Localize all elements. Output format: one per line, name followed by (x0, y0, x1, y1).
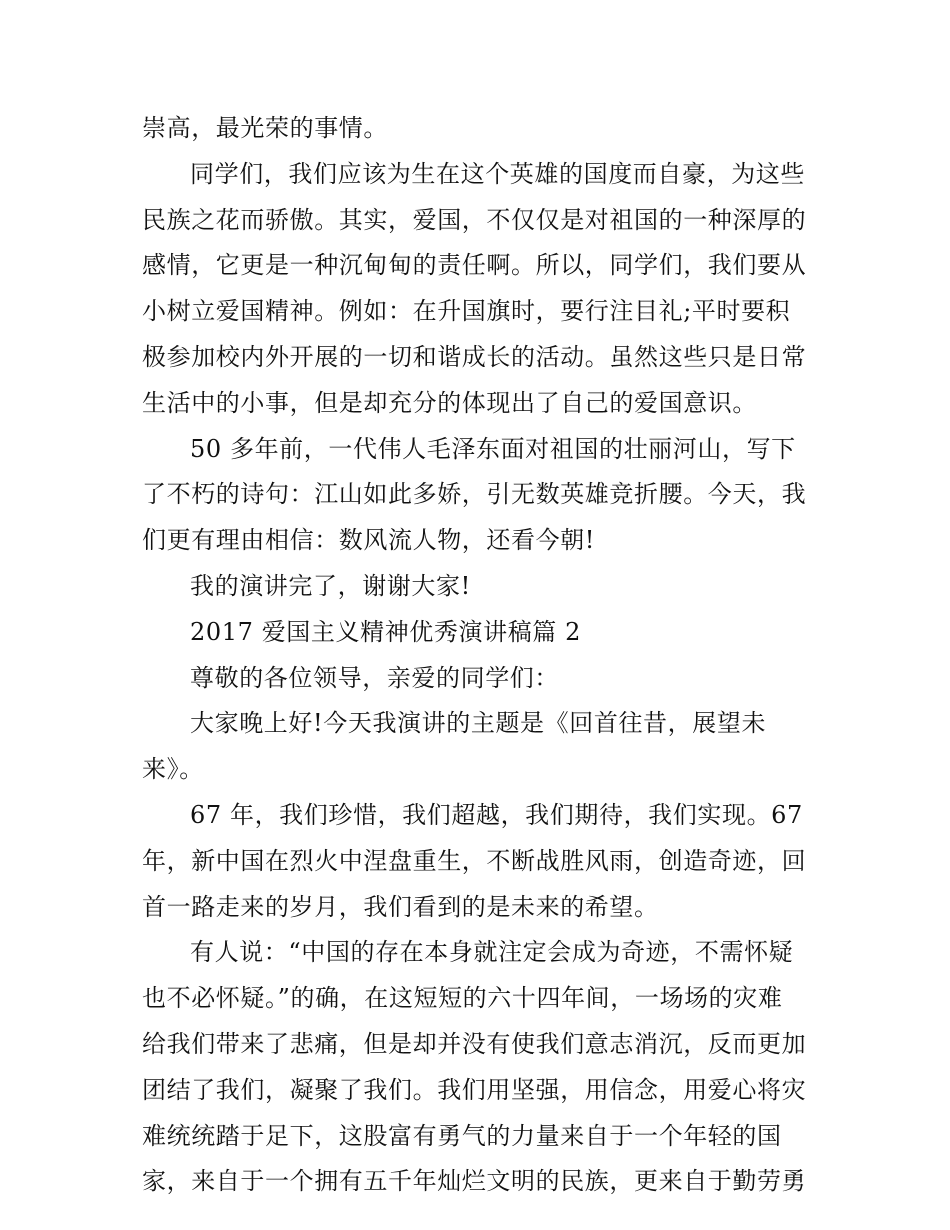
text-line: 尊敬的各位领导，亲爱的同学们： (190, 663, 559, 692)
text-line: 生活中的小事，但是却充分的体现出了自己的爱国意识。 (142, 388, 757, 417)
text-line: 来》。 (142, 755, 204, 784)
text-line: 感情，它更是一种沉甸甸的责任啊。所以，同学们，我们要从 (142, 251, 807, 280)
document-body (142, 106, 822, 1205)
text-line: 我的演讲完了，谢谢大家! (190, 571, 471, 600)
text-line: 崇高，最光荣的事情。 (142, 114, 388, 142)
text-line: 们更有理由相信：数风流人物，还看今朝! (142, 526, 596, 555)
text-line: 有人说：“中国的存在本身就注定会成为奇迹，不需怀疑 (190, 938, 794, 967)
text-line: 同学们，我们应该为生在这个英雄的国度而自豪，为这些 (190, 159, 805, 188)
text-line: 给我们带来了悲痛，但是却并没有使我们意志消沉，反而更加 (142, 1029, 807, 1058)
text-line: 难统统踏于足下，这股富有勇气的力量来自于一个年轻的国 (142, 1121, 782, 1150)
text-line: 首一路走来的岁月，我们看到的是未来的希望。 (142, 892, 659, 921)
text-line: 50 多年前，一代伟人毛泽东面对祖国的壮丽河山，写下 (190, 434, 796, 463)
text-line: 团结了我们，凝聚了我们。我们用坚强，用信念，用爱心将灾 (142, 1075, 807, 1104)
section-heading: 2017 爱国主义精神优秀演讲稿篇 2 (190, 617, 582, 646)
text-line: 小树立爱国精神。例如：在升国旗时，要行注目礼;平时要积 (142, 297, 791, 326)
text-line: 家，来自于一个拥有五千年灿烂文明的民族，更来自于勤劳勇 (142, 1167, 807, 1196)
text-line: 也不必怀疑。”的确，在这短短的六十四年间，一场场的灾难 (142, 984, 783, 1013)
text-line: 67 年，我们珍惜，我们超越，我们期待，我们实现。67 (190, 800, 803, 829)
text-line: 极参加校内外开展的一切和谐成长的活动。虽然这些只是日常 (142, 342, 807, 371)
text-line: 年，新中国在烈火中涅盘重生，不断战胜风雨，创造奇迹，回 (142, 846, 807, 875)
text-line: 大家晚上好!今天我演讲的主题是《回首往昔，展望未 (190, 709, 767, 738)
text-line: 了不朽的诗句：江山如此多娇，引无数英雄竞折腰。今天，我 (142, 480, 807, 509)
text-line: 民族之花而骄傲。其实，爱国，不仅仅是对祖国的一种深厚的 (142, 205, 807, 234)
